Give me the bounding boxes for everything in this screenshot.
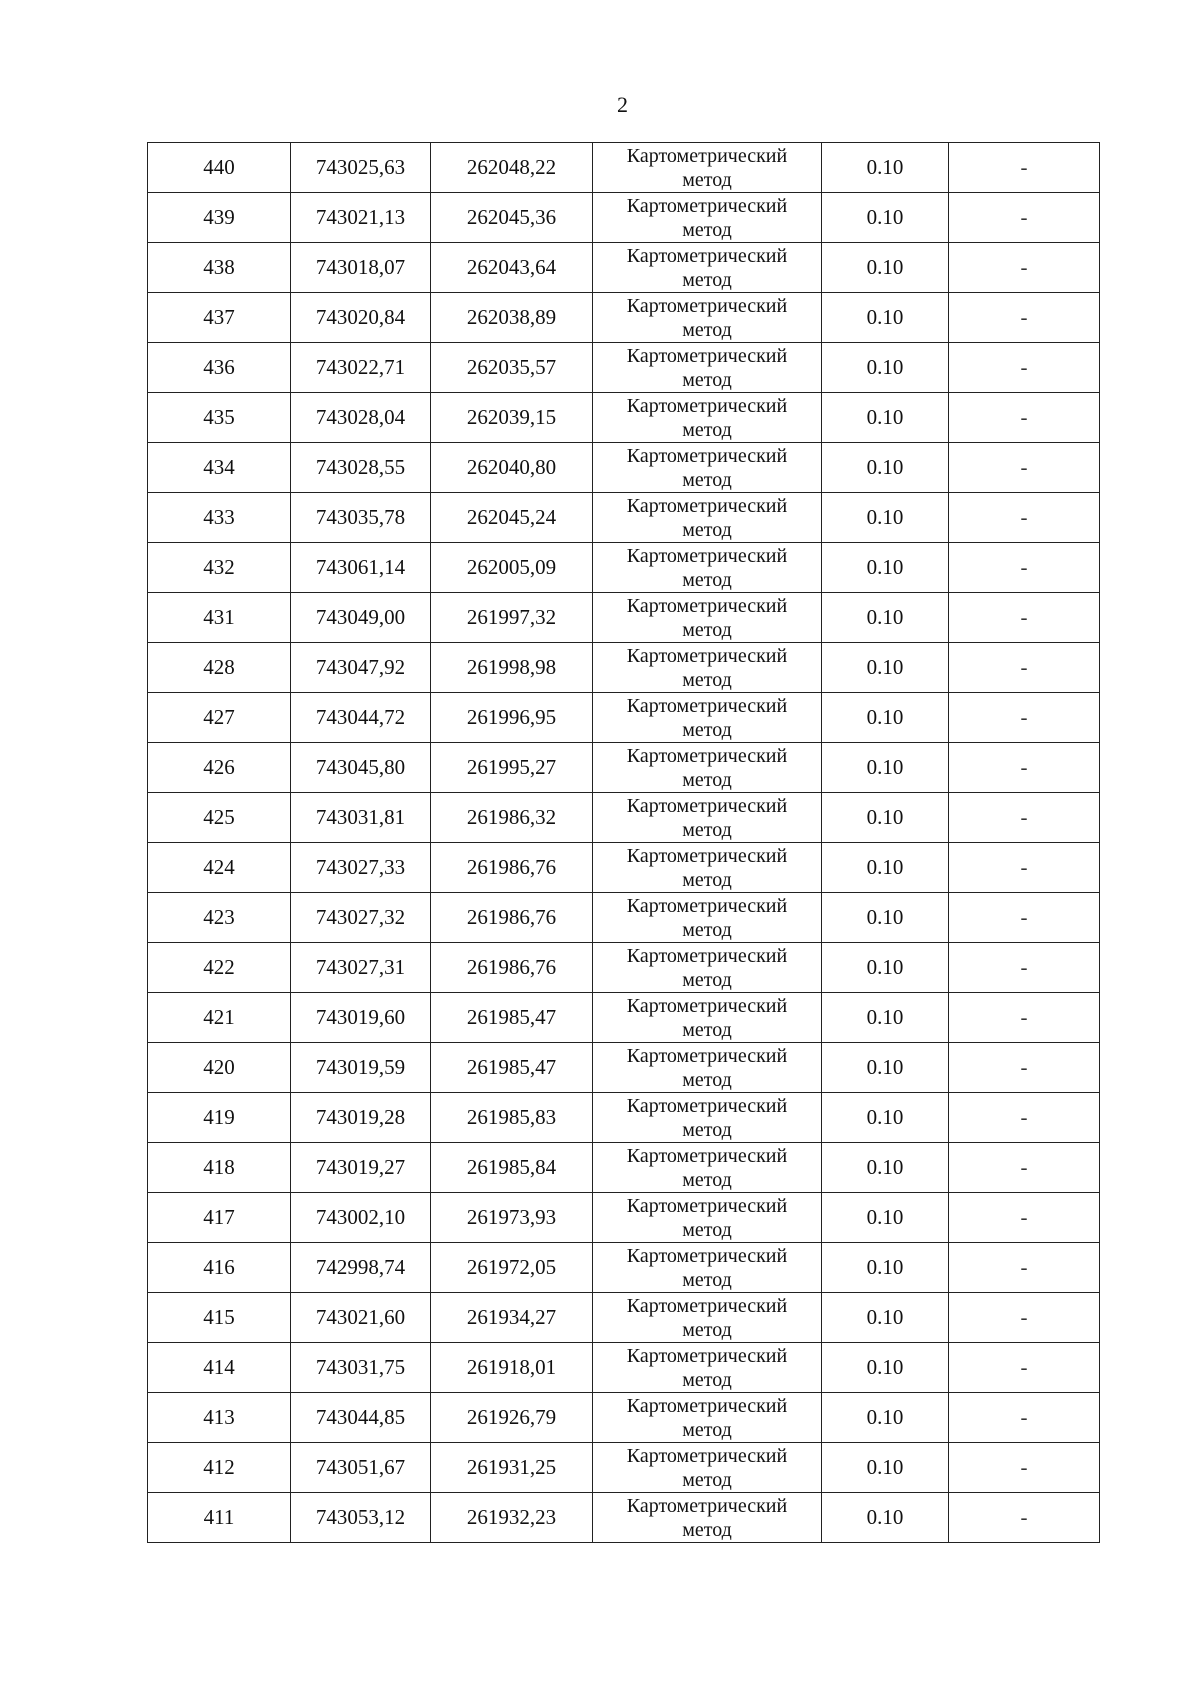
method-line-1: Картометрический	[626, 1244, 788, 1267]
y-coordinate-cell: 262045,36	[431, 193, 593, 243]
method-line-2: метод	[682, 1118, 732, 1141]
method-line-1: Картометрический	[626, 244, 788, 267]
accuracy-cell: 0.10	[822, 243, 949, 293]
y-coordinate-cell: 261986,32	[431, 793, 593, 843]
table-row	[148, 293, 1100, 343]
accuracy-cell: 0.10	[822, 1193, 949, 1243]
y-coordinate-cell: 261985,83	[431, 1093, 593, 1143]
point-number-cell: 411	[148, 1493, 291, 1543]
x-coordinate-cell: 743025,63	[291, 143, 431, 193]
y-coordinate-cell: 262040,80	[431, 443, 593, 493]
method-cell	[593, 893, 822, 943]
method-cell	[593, 943, 822, 993]
method-cell	[593, 593, 822, 643]
point-number-cell: 439	[148, 193, 291, 243]
x-coordinate-cell: 743044,72	[291, 693, 431, 743]
method-cell	[593, 493, 822, 543]
y-coordinate-cell: 261996,95	[431, 693, 593, 743]
x-coordinate-cell: 743027,31	[291, 943, 431, 993]
description-cell: -	[949, 843, 1100, 893]
description-cell: -	[949, 793, 1100, 843]
table-row	[148, 1093, 1100, 1143]
y-coordinate-cell: 262005,09	[431, 543, 593, 593]
y-coordinate-cell: 262045,24	[431, 493, 593, 543]
table-row	[148, 693, 1100, 743]
table-row	[148, 393, 1100, 443]
method-cell	[593, 743, 822, 793]
point-number-cell: 425	[148, 793, 291, 843]
table-row	[148, 1143, 1100, 1193]
y-coordinate-cell: 261973,93	[431, 1193, 593, 1243]
point-number-cell: 432	[148, 543, 291, 593]
method-line-1: Картометрический	[626, 1394, 788, 1417]
accuracy-cell: 0.10	[822, 1493, 949, 1543]
x-coordinate-cell: 743031,75	[291, 1343, 431, 1393]
description-cell: -	[949, 293, 1100, 343]
table-row	[148, 1493, 1100, 1543]
method-cell	[593, 1393, 822, 1443]
accuracy-cell: 0.10	[822, 1143, 949, 1193]
accuracy-cell: 0.10	[822, 1443, 949, 1493]
coordinates-table	[147, 142, 1100, 1543]
accuracy-cell: 0.10	[822, 943, 949, 993]
point-number-cell: 423	[148, 893, 291, 943]
accuracy-cell: 0.10	[822, 1093, 949, 1143]
y-coordinate-cell: 261995,27	[431, 743, 593, 793]
table-row	[148, 593, 1100, 643]
method-cell	[593, 693, 822, 743]
description-cell: -	[949, 593, 1100, 643]
method-line-1: Картометрический	[626, 994, 788, 1017]
description-cell: -	[949, 193, 1100, 243]
method-cell	[593, 643, 822, 693]
accuracy-cell: 0.10	[822, 743, 949, 793]
point-number-cell: 434	[148, 443, 291, 493]
y-coordinate-cell: 261986,76	[431, 843, 593, 893]
method-cell	[593, 1293, 822, 1343]
method-cell	[593, 1493, 822, 1543]
table-row	[148, 1293, 1100, 1343]
method-cell	[593, 243, 822, 293]
x-coordinate-cell: 743027,32	[291, 893, 431, 943]
method-line-1: Картометрический	[626, 944, 788, 967]
accuracy-cell: 0.10	[822, 593, 949, 643]
accuracy-cell: 0.10	[822, 1393, 949, 1443]
y-coordinate-cell: 262043,64	[431, 243, 593, 293]
method-cell	[593, 1093, 822, 1143]
method-line-1: Картометрический	[626, 1094, 788, 1117]
x-coordinate-cell: 743019,28	[291, 1093, 431, 1143]
accuracy-cell: 0.10	[822, 893, 949, 943]
description-cell: -	[949, 1443, 1100, 1493]
method-line-1: Картометрический	[626, 494, 788, 517]
method-line-1: Картометрический	[626, 594, 788, 617]
x-coordinate-cell: 743047,92	[291, 643, 431, 693]
x-coordinate-cell: 743019,60	[291, 993, 431, 1043]
y-coordinate-cell: 262038,89	[431, 293, 593, 343]
description-cell: -	[949, 543, 1100, 593]
table-row	[148, 1393, 1100, 1443]
point-number-cell: 420	[148, 1043, 291, 1093]
x-coordinate-cell: 742998,74	[291, 1243, 431, 1293]
point-number-cell: 422	[148, 943, 291, 993]
point-number-cell: 424	[148, 843, 291, 893]
y-coordinate-cell: 262039,15	[431, 393, 593, 443]
method-line-2: метод	[682, 868, 732, 891]
method-line-1: Картометрический	[626, 1344, 788, 1367]
method-line-2: метод	[682, 568, 732, 591]
y-coordinate-cell: 261985,47	[431, 1043, 593, 1093]
method-cell	[593, 993, 822, 1043]
method-line-2: метод	[682, 418, 732, 441]
y-coordinate-cell: 261972,05	[431, 1243, 593, 1293]
y-coordinate-cell: 261985,84	[431, 1143, 593, 1193]
point-number-cell: 416	[148, 1243, 291, 1293]
method-cell	[593, 1193, 822, 1243]
method-line-1: Картометрический	[626, 1444, 788, 1467]
point-number-cell: 413	[148, 1393, 291, 1443]
method-line-2: метод	[682, 718, 732, 741]
method-line-2: метод	[682, 1168, 732, 1191]
table-row	[148, 1443, 1100, 1493]
y-coordinate-cell: 261931,25	[431, 1443, 593, 1493]
method-line-1: Картометрический	[626, 194, 788, 217]
x-coordinate-cell: 743028,04	[291, 393, 431, 443]
table-row	[148, 943, 1100, 993]
x-coordinate-cell: 743021,60	[291, 1293, 431, 1343]
point-number-cell: 436	[148, 343, 291, 393]
method-cell	[593, 193, 822, 243]
x-coordinate-cell: 743035,78	[291, 493, 431, 543]
method-line-2: метод	[682, 768, 732, 791]
method-cell	[593, 1043, 822, 1093]
method-line-1: Картометрический	[626, 744, 788, 767]
accuracy-cell: 0.10	[822, 443, 949, 493]
x-coordinate-cell: 743053,12	[291, 1493, 431, 1543]
accuracy-cell: 0.10	[822, 343, 949, 393]
description-cell: -	[949, 1093, 1100, 1143]
description-cell: -	[949, 1393, 1100, 1443]
y-coordinate-cell: 261926,79	[431, 1393, 593, 1443]
point-number-cell: 417	[148, 1193, 291, 1243]
accuracy-cell: 0.10	[822, 643, 949, 693]
method-line-1: Картометрический	[626, 1144, 788, 1167]
method-cell	[593, 443, 822, 493]
method-line-2: метод	[682, 468, 732, 491]
description-cell: -	[949, 243, 1100, 293]
table-row	[148, 1343, 1100, 1393]
x-coordinate-cell: 743051,67	[291, 1443, 431, 1493]
description-cell: -	[949, 1143, 1100, 1193]
point-number-cell: 428	[148, 643, 291, 693]
description-cell: -	[949, 1493, 1100, 1543]
method-line-2: метод	[682, 918, 732, 941]
method-cell	[593, 1243, 822, 1293]
y-coordinate-cell: 261932,23	[431, 1493, 593, 1543]
table-row	[148, 343, 1100, 393]
method-line-1: Картометрический	[626, 1494, 788, 1517]
x-coordinate-cell: 743031,81	[291, 793, 431, 843]
method-line-1: Картометрический	[626, 644, 788, 667]
table-row	[148, 793, 1100, 843]
point-number-cell: 426	[148, 743, 291, 793]
accuracy-cell: 0.10	[822, 543, 949, 593]
accuracy-cell: 0.10	[822, 843, 949, 893]
table-row	[148, 443, 1100, 493]
description-cell: -	[949, 893, 1100, 943]
table-row	[148, 993, 1100, 1043]
table-row	[148, 743, 1100, 793]
description-cell: -	[949, 1343, 1100, 1393]
description-cell: -	[949, 1043, 1100, 1093]
method-line-2: метод	[682, 1268, 732, 1291]
point-number-cell: 412	[148, 1443, 291, 1493]
accuracy-cell: 0.10	[822, 1343, 949, 1393]
point-number-cell: 438	[148, 243, 291, 293]
method-cell	[593, 343, 822, 393]
y-coordinate-cell: 261997,32	[431, 593, 593, 643]
table-row	[148, 893, 1100, 943]
method-line-1: Картометрический	[626, 394, 788, 417]
table-row	[148, 193, 1100, 243]
point-number-cell: 433	[148, 493, 291, 543]
method-line-2: метод	[682, 268, 732, 291]
x-coordinate-cell: 743045,80	[291, 743, 431, 793]
method-cell	[593, 843, 822, 893]
y-coordinate-cell: 261986,76	[431, 943, 593, 993]
x-coordinate-cell: 743002,10	[291, 1193, 431, 1243]
table-row	[148, 643, 1100, 693]
method-line-2: метод	[682, 1318, 732, 1341]
description-cell: -	[949, 1243, 1100, 1293]
x-coordinate-cell: 743049,00	[291, 593, 431, 643]
description-cell: -	[949, 1193, 1100, 1243]
y-coordinate-cell: 262035,57	[431, 343, 593, 393]
method-line-2: метод	[682, 968, 732, 991]
page-number: 2	[617, 92, 628, 117]
point-number-cell: 414	[148, 1343, 291, 1393]
point-number-cell: 418	[148, 1143, 291, 1193]
method-cell	[593, 293, 822, 343]
x-coordinate-cell: 743044,85	[291, 1393, 431, 1443]
method-cell	[593, 793, 822, 843]
table-row	[148, 543, 1100, 593]
method-line-2: метод	[682, 1368, 732, 1391]
table-row	[148, 1243, 1100, 1293]
point-number-cell: 437	[148, 293, 291, 343]
point-number-cell: 419	[148, 1093, 291, 1143]
accuracy-cell: 0.10	[822, 993, 949, 1043]
method-line-2: метод	[682, 518, 732, 541]
accuracy-cell: 0.10	[822, 393, 949, 443]
x-coordinate-cell: 743021,13	[291, 193, 431, 243]
method-line-2: метод	[682, 1218, 732, 1241]
method-line-2: метод	[682, 1518, 732, 1541]
accuracy-cell: 0.10	[822, 793, 949, 843]
y-coordinate-cell: 262048,22	[431, 143, 593, 193]
method-line-1: Картометрический	[626, 444, 788, 467]
y-coordinate-cell: 261918,01	[431, 1343, 593, 1393]
description-cell: -	[949, 1293, 1100, 1343]
x-coordinate-cell: 743019,59	[291, 1043, 431, 1093]
method-cell	[593, 393, 822, 443]
accuracy-cell: 0.10	[822, 143, 949, 193]
description-cell: -	[949, 643, 1100, 693]
description-cell: -	[949, 443, 1100, 493]
description-cell: -	[949, 943, 1100, 993]
method-line-2: метод	[682, 218, 732, 241]
description-cell: -	[949, 493, 1100, 543]
method-line-2: метод	[682, 1468, 732, 1491]
method-cell	[593, 1143, 822, 1193]
point-number-cell: 435	[148, 393, 291, 443]
table-row	[148, 493, 1100, 543]
table-row	[148, 1043, 1100, 1093]
method-line-2: метод	[682, 1418, 732, 1441]
accuracy-cell: 0.10	[822, 1293, 949, 1343]
method-line-2: метод	[682, 368, 732, 391]
point-number-cell: 415	[148, 1293, 291, 1343]
x-coordinate-cell: 743020,84	[291, 293, 431, 343]
method-line-1: Картометрический	[626, 344, 788, 367]
method-line-1: Картометрический	[626, 1294, 788, 1317]
method-line-1: Картометрический	[626, 844, 788, 867]
description-cell: -	[949, 743, 1100, 793]
accuracy-cell: 0.10	[822, 1243, 949, 1293]
table-row	[148, 243, 1100, 293]
method-line-2: метод	[682, 1068, 732, 1091]
coordinates-table-body	[148, 143, 1100, 1543]
method-line-1: Картометрический	[626, 794, 788, 817]
y-coordinate-cell: 261934,27	[431, 1293, 593, 1343]
table-row	[148, 843, 1100, 893]
method-line-2: метод	[682, 1018, 732, 1041]
method-line-2: метод	[682, 168, 732, 191]
method-line-1: Картометрический	[626, 1044, 788, 1067]
method-line-2: метод	[682, 668, 732, 691]
x-coordinate-cell: 743022,71	[291, 343, 431, 393]
method-cell	[593, 143, 822, 193]
description-cell: -	[949, 993, 1100, 1043]
method-line-1: Картометрический	[626, 544, 788, 567]
x-coordinate-cell: 743019,27	[291, 1143, 431, 1193]
table-row	[148, 143, 1100, 193]
method-line-1: Картометрический	[626, 144, 788, 167]
accuracy-cell: 0.10	[822, 693, 949, 743]
method-line-1: Картометрический	[626, 894, 788, 917]
description-cell: -	[949, 693, 1100, 743]
point-number-cell: 427	[148, 693, 291, 743]
method-cell	[593, 543, 822, 593]
x-coordinate-cell: 743027,33	[291, 843, 431, 893]
point-number-cell: 440	[148, 143, 291, 193]
y-coordinate-cell: 261986,76	[431, 893, 593, 943]
method-line-1: Картометрический	[626, 694, 788, 717]
description-cell: -	[949, 343, 1100, 393]
method-line-2: метод	[682, 818, 732, 841]
method-line-2: метод	[682, 318, 732, 341]
method-line-1: Картометрический	[626, 1194, 788, 1217]
point-number-cell: 421	[148, 993, 291, 1043]
table-row	[148, 1193, 1100, 1243]
method-cell	[593, 1443, 822, 1493]
accuracy-cell: 0.10	[822, 1043, 949, 1093]
x-coordinate-cell: 743028,55	[291, 443, 431, 493]
point-number-cell: 431	[148, 593, 291, 643]
description-cell: -	[949, 393, 1100, 443]
method-line-2: метод	[682, 618, 732, 641]
method-line-1: Картометрический	[626, 294, 788, 317]
y-coordinate-cell: 261998,98	[431, 643, 593, 693]
method-cell	[593, 1343, 822, 1393]
accuracy-cell: 0.10	[822, 293, 949, 343]
x-coordinate-cell: 743061,14	[291, 543, 431, 593]
x-coordinate-cell: 743018,07	[291, 243, 431, 293]
y-coordinate-cell: 261985,47	[431, 993, 593, 1043]
description-cell: -	[949, 143, 1100, 193]
accuracy-cell: 0.10	[822, 493, 949, 543]
accuracy-cell: 0.10	[822, 193, 949, 243]
